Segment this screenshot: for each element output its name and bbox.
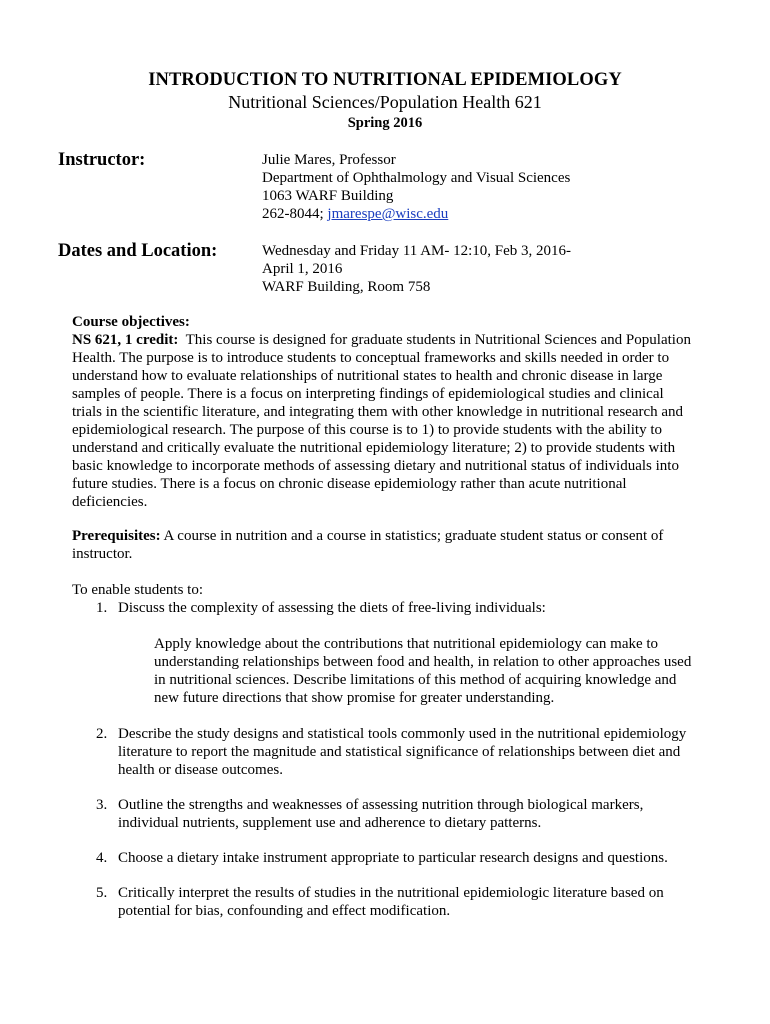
objectives-line: trials in the scientific literature, and integrating them with other knowledge in nutritional research and [72,404,684,420]
instructor-name: Julie Mares, Professor [262,152,396,168]
instructor-label: Instructor: [58,150,146,170]
prerequisites-text: A course in nutrition and a course in statistics; graduate student status or consent of [163,528,664,544]
objectives-line: Health. The purpose is to introduce students to conceptual frameworks and skills needed in order to [72,350,670,366]
syllabus-page: INTRODUCTION TO NUTRITIONAL EPIDEMIOLOGY Nutritional Sciences/Population Health 621 Spring 2016 Instructor: Julie Mares, Professor Department of Ophthalmology and Visual Sciences 1063 WARF Building 262-8044; jmarespe@wisc.edu Dates and Location: Wednesday and Friday 11 AM- 12:10, Feb 3, 2016- April 1, 2016 WARF Building, Room 758 Course objectives: NS 621, 1 credit: This course is designed for graduate students in Nutritional Sciences and Population Health. The purpose is to introduce students to conceptual frameworks and skills needed in order to understand how to evaluate relationships of nutritional states to health and chronic disease in large samples of people. There is a focus on interpreting findings of epidemiological studies and clinical trials in the scientific literature, and integrating them with other knowledge in nutritional research and epidemiological research. The purpose of this course is to 1) to provide students with the ability to understand and critically evaluate the nutritional epidemiology literature; 2) to provide students with basic knowledge to incorporate methods of assessing dietary and nutritional status of individuals into future studies. There is a focus on chronic disease epidemiology rather than acute nutritional deficiencies. Prerequisites: A course in nutrition and a course in statistics; graduate student status or consent of instructor. To enable students to: 1. Discuss the complexity of assessing the diets of free-living individuals: 2. Describe the study designs and statistical tools commonly used in the nutritional epidemiology literature to report the magnitude and statistical significance of relationships between diet and health or disease outcomes. 3. Outline the strengths and weaknesses of assessing nutrition through biological markers, individual nutrients, supplement use and adherence to dietary patterns. 4. Choose a dietary intake instrument appropriate to particular research designs and questions. 5. Critically interpret the results of studies in the nutritional epidemiologic literature based on potential for bias, confounding and effect modification. Apply knowledge about the contributions that nutritional epidemiology can make to understanding relationships between food and health, in relation to other approaches used in nutritional sciences. Describe limitations of this method of acquiring knowledge and new future directions that show promise for greater understanding. [0,0,770,1024]
objectives-line: understand how to evaluate relationships of nutritional states to health and chronic disease in large [72,368,663,384]
credit-label: NS 621, 1 credit: [72,332,179,348]
prerequisites-text: instructor. [72,546,133,562]
objectives-line: future studies. There is a focus on chronic disease epidemiology rather than acute nutritional [72,476,627,492]
prerequisites [72,527,712,563]
goals-intro: To enable students to: [72,582,204,598]
course-objectives [72,313,712,511]
instructor-office: 1063 WARF Building [262,188,394,204]
objectives-line: deficiencies. [72,494,148,510]
objectives-line: NS 621, 1 credit: This course is designed for graduate students in Nutritional Sciences and Population [72,332,691,348]
objectives-heading: Course objectives: [72,314,190,330]
course-term: Spring 2016 [347,115,423,131]
dates-line-2: April 1, 2016 [262,261,343,277]
objectives-line: basic knowledge to incorporate methods of assessing dietary and nutritional status of individuals into [72,458,679,474]
course-subtitle: Nutritional Sciences/Population Health 621 [228,92,542,112]
dates-location-label: Dates and Location: [58,241,218,261]
dates-location-details [262,242,571,296]
instructor-email-link[interactable]: jmarespe@wisc.edu [327,206,449,222]
dates-line-1: Wednesday and Friday 11 AM- 12:10, Feb 3, 2016- [262,243,572,259]
objectives-line: samples of people. There is a focus on interpreting findings of epidemiological studies and clinical [72,386,664,402]
location-line: WARF Building, Room 758 [262,279,431,295]
goal-1-detail: Apply knowledge about the contributions that nutritional epidemiology can make to understanding relationships between food and health, in relation to other approaches used in nutritional sciences. Describe limitations of this method of acquiring knowledge and new future directions that show promise for greater understanding. [154,636,692,706]
instructor-department: Department of Ophthalmology and Visual Sciences [262,170,571,186]
course-title: INTRODUCTION TO NUTRITIONAL EPIDEMIOLOGY [148,70,622,90]
prerequisites-label: Prerequisites: [72,528,161,544]
objectives-line: epidemiological research. The purpose of this course is to 1) to provide students with the ability to [72,422,663,438]
instructor-contact [262,205,570,223]
instructor-details [262,151,570,223]
objectives-line: understand and critically evaluate the nutritional epidemiology literature; 2) to provide students with [72,440,676,456]
instructor-phone: 262-8044; [262,206,324,222]
